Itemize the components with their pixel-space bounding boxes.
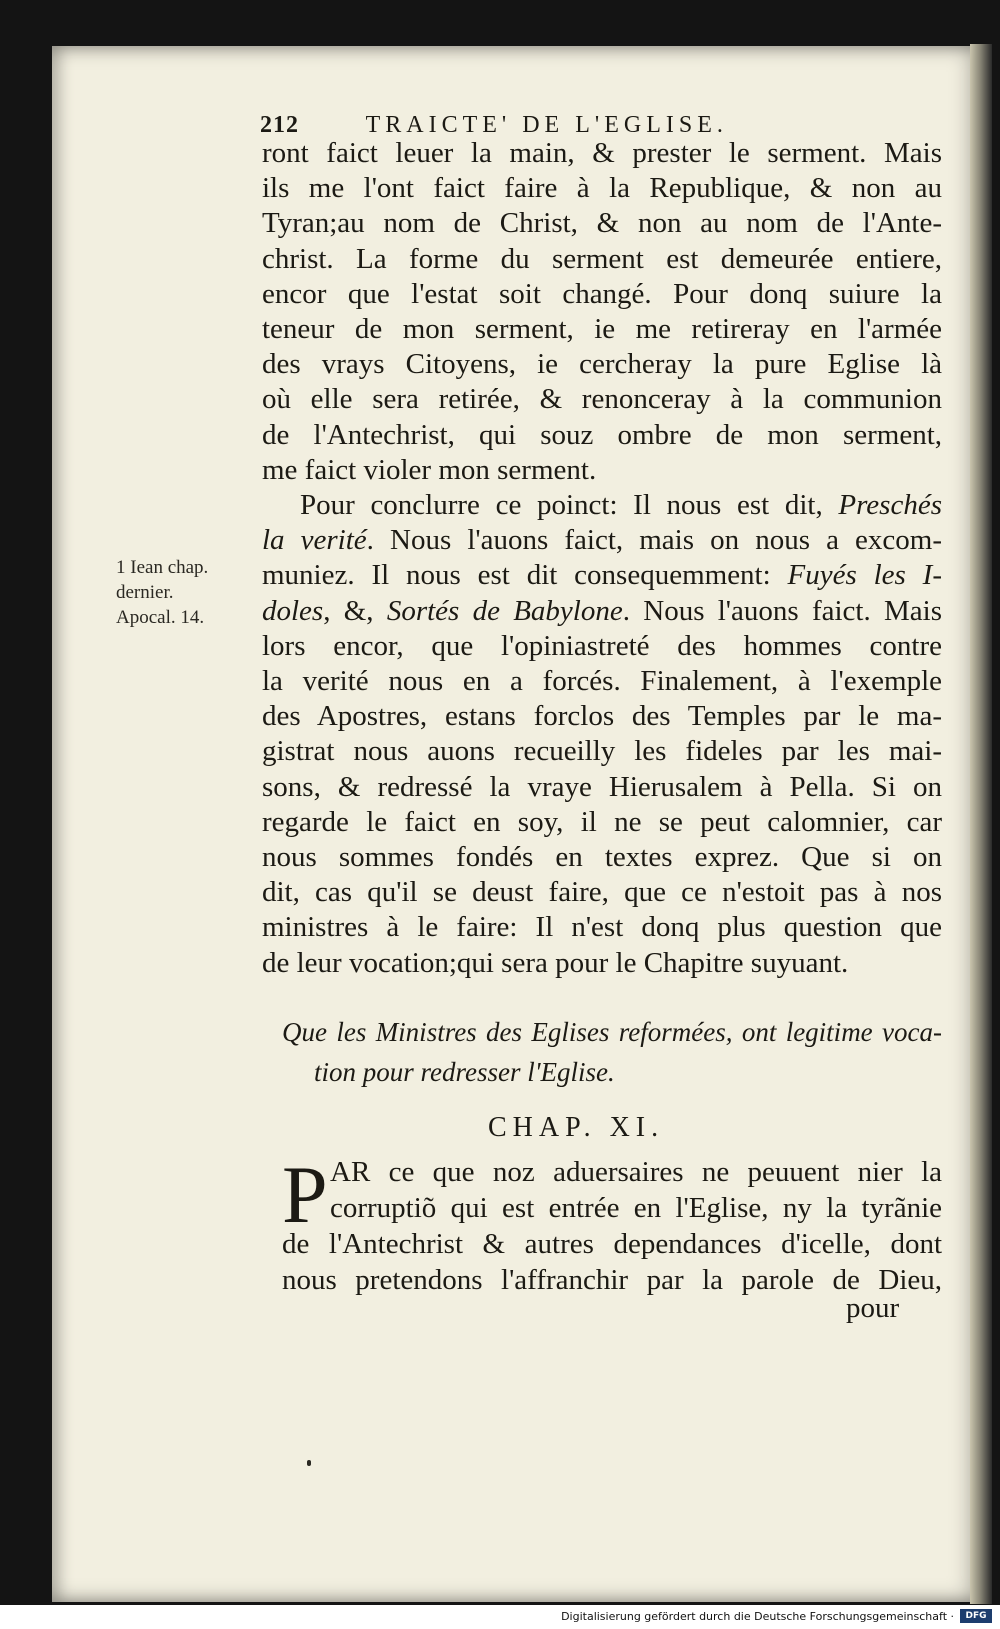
running-title: TRAICTE' DE L'EGLISE. (365, 112, 728, 138)
footer-bar (0, 1605, 1000, 1629)
text-line (262, 488, 942, 523)
section-title-line: tion pour redresser l'Eglise. (314, 1057, 615, 1087)
text-segment: , &, (323, 594, 387, 627)
margin-note-line: 1 Iean chap. (116, 557, 209, 578)
margin-note-line: Apocal. 14. (116, 607, 205, 628)
text-line: où elle sera retirée, & renonceray à la communion (262, 383, 942, 416)
chapter-heading: CHAP. XI. (488, 1112, 665, 1143)
italic-quote: Fuyés les I- (787, 559, 942, 592)
drop-cap: P (282, 1149, 328, 1240)
italic-quote: Preschés (838, 489, 942, 522)
text-line: encor que l'estat soit changé. Pour donq suiure la (262, 277, 942, 310)
text-line: nous sommes fondés en textes exprez. Que si on (262, 841, 942, 874)
main-text (262, 136, 942, 981)
text-segment: . Nous l'auons faict, mais on nous a excom- (366, 524, 942, 557)
text-line: me faict violer mon serment. (262, 453, 597, 486)
text-line: de l'Antechrist, qui souz ombre de mon serment, (262, 418, 942, 451)
italic-quote: la verité (262, 524, 367, 557)
page-edge (970, 44, 992, 1604)
italic-quote: Sortés de Babylone (386, 594, 623, 627)
page-number: 212 (260, 112, 299, 138)
text-line (262, 558, 942, 593)
margin-note (116, 555, 256, 630)
text-line: AR ce que noz aduersaires ne peuuent nier la (330, 1156, 942, 1188)
text-line: la verité nous en a forcés. Finalement, à l'exemple (262, 665, 942, 698)
text-line: christ. La forme du serment est demeurée entiere, (262, 242, 942, 275)
ink-speck (307, 1460, 311, 1466)
text-line (262, 594, 942, 629)
italic-quote: doles (262, 594, 324, 627)
text-line: gistrat nous auons recueilly les fideles par les mai- (262, 735, 942, 768)
text-line: lors encor, que l'opiniastreté des hommes contre (262, 629, 942, 662)
text-line (262, 523, 942, 558)
dfg-logo: DFG (960, 1609, 992, 1623)
footer-credit: Digitalisierung gefördert durch die Deutsche Forschungsgemeinschaft · (561, 1610, 954, 1623)
text-line: ministres à le faire: Il n'est donq plus question que (262, 911, 942, 944)
chapter-text (282, 1149, 942, 1298)
text-line: Tyran;au nom de Christ, & non au nom de l'Ante- (262, 207, 942, 240)
catchword: pour (846, 1292, 900, 1324)
text-line: ront faict leuer la main, & prester le serment. Mais (262, 137, 942, 169)
text-line: de l'Antechrist & autres dependances d'icelle, dont (282, 1228, 942, 1260)
text-line: regarde le faict en soy, il ne se peut calomnier, car (262, 805, 942, 838)
section-title (282, 1012, 942, 1092)
section-title-line: Que les Ministres des Eglises reformées, ont legitime voca- (282, 1017, 942, 1047)
text-line: sons, & redressé la vraye Hierusalem à Pella. Si on (262, 770, 942, 803)
text-line: des vrays Citoyens, ie cercheray la pure Eglise là (262, 348, 942, 381)
text-segment: Pour conclurre ce poinct: Il nous est dit, (300, 489, 839, 522)
text-line: corruptiõ qui est entrée en l'Eglise, ny la tyrãnie (330, 1192, 942, 1224)
text-line: dit, cas qu'il se deust faire, que ce n'estoit pas à nos (262, 876, 942, 909)
text-line: ils me l'ont faict faire à la Republique, & non au (262, 172, 942, 205)
text-line: des Apostres, estans forclos des Temples par le ma- (262, 700, 942, 733)
text-line: de leur vocation;qui sera pour le Chapitre suyuant. (262, 946, 849, 979)
text-line: nous pretendons l'affranchir par la parole de Dieu, (282, 1264, 942, 1296)
text-segment: muniez. Il nous est dit consequemment: (262, 559, 788, 592)
running-header (260, 112, 940, 139)
text-line: teneur de mon serment, ie me retireray en l'armée (262, 313, 942, 346)
margin-note-line: dernier. (116, 582, 174, 603)
text-segment: . Nous l'auons faict. Mais (622, 594, 942, 627)
